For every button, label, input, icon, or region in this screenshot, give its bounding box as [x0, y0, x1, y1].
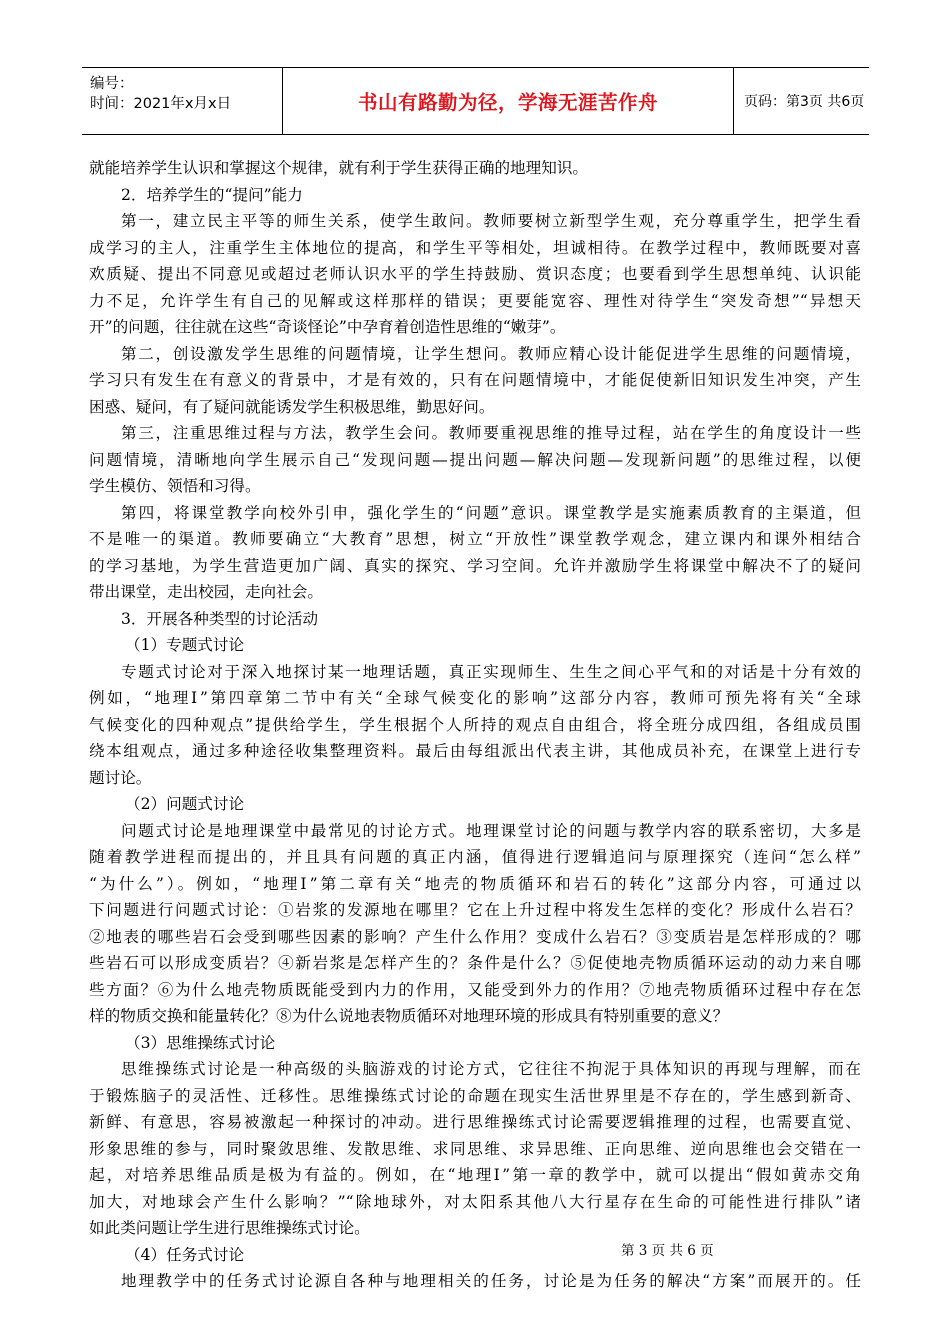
text-line: 下问题进行问题式讨论：①岩浆的发源地在哪里？它在上升过程中将发生怎样的变化？形成什么岩石？: [89, 901, 861, 919]
text-line: 如此类问题让学生进行思维操练式讨论。: [89, 1219, 370, 1237]
text-line: 问题式讨论是地理课堂中最常见的讨论方式。地理课堂讨论的问题与教学内容的联系密切，大多是: [121, 821, 861, 840]
text-line: 专题式讨论对于深入地探讨某一地理话题，真正实现师生、生生之间心平气和的对话是十分有效的: [121, 662, 861, 681]
text-line: ②地表的哪些岩石会受到哪些因素的影响？产生什么作用？变成什么岩石？③变质岩是怎样形成的？哪: [89, 927, 861, 946]
text-line: 2．培养学生的“提问”能力: [121, 185, 303, 204]
text-line: 第二，创设激发学生思维的问题情境，让学生想问。教师应精心设计能促进学生思维的问题情境，: [121, 344, 861, 363]
text-line: 问题情境，清晰地向学生展示自己“发现问题—提出问题—解决问题—发现新问题”的思维过程，以便: [89, 450, 861, 469]
text-line: 就能培养学生认识和掌握这个规律，就有利于学生获得正确的地理知识。: [89, 159, 589, 177]
page-header: [82, 67, 869, 135]
text-line: 欢质疑、提出不同意见或超过老师认识水平的学生持鼓励、赏识态度；也要看到学生思想单纯、认识能: [89, 265, 861, 283]
text-line: 第一，建立民主平等的师生关系，使学生敢问。教师要树立新型学生观，充分尊重学生，把学生看: [121, 212, 861, 230]
text-line: 3．开展各种类型的讨论活动: [121, 609, 319, 628]
header-page-number: 页码：第3页 共6页: [744, 94, 865, 110]
document-time-label: 时间：2021年x月x日: [90, 96, 232, 112]
header-motto-cell: [283, 68, 734, 134]
text-line: 的学习基地，为学生营造更加广阔、真实的探究、学习空间。允许并激励学生将课堂中解决不了的疑问: [89, 556, 861, 575]
text-line: （1）专题式讨论: [125, 636, 245, 654]
text-line: 例如，“地理Ⅰ”第四章第二节中有关“全球气候变化的影响”这部分内容，教师可预先将有关“全球: [89, 689, 861, 707]
text-line: 些岩石可以形成变质岩？④新岩浆是怎样产生的？条件是什么？⑤促使地壳物质循环运动的动力来自哪: [89, 954, 861, 972]
text-line: 样的物质交换和能量转化？⑧为什么说地表物质循环对地理环境的形成具有特别重要的意义？: [89, 1007, 729, 1025]
text-line: 带出课堂，走出校园，走向社会。: [89, 583, 323, 601]
text-line: 力不足，允许学生有自己的见解或这样那样的错误；更要能宽容、理性对待学生“突发奇想”“异想天: [89, 291, 861, 310]
text-line: 地理教学中的任务式讨论源自各种与地理相关的任务，讨论是为任务的解决“方案”而展开的。任: [121, 1272, 861, 1290]
header-page-cell: [734, 68, 869, 134]
text-line: 形象思维的参与，同时聚敛思维、发散思维、求同思维、求异思维、正向思维、逆向思维也会交错在一: [89, 1139, 861, 1158]
page-footer: 第 3 页 共 6 页: [621, 1243, 714, 1259]
text-line: （3）思维操练式讨论: [125, 1033, 276, 1052]
text-line: 随着教学进程而提出的，并且具有问题的真正内涵，值得进行逻辑追问与原理探究（连问“怎么样”: [89, 848, 861, 866]
text-line: 绕本组观点，通过多种途径收集整理资料。最后由每组派出代表主讲，其他成员补充，在课堂上进行专: [89, 742, 861, 760]
text-line: （2）问题式讨论: [125, 795, 245, 813]
document-body: [89, 155, 861, 1295]
text-line: 第三，注重思维过程与方法，教学生会问。教师要重视思维的推导过程，站在学生的角度设计一些: [121, 424, 861, 442]
text-line: 思维操练式讨论是一种高级的头脑游戏的讨论方式，它往往不拘泥于具体知识的再现与理解，而在: [121, 1060, 861, 1078]
document-number-label: 编号：: [90, 76, 134, 92]
text-line: 开”的问题，往往就在这些“奇谈怪论”中孕育着创造性思维的“嫩芽”。: [89, 318, 566, 336]
text-line: 于锻炼脑子的灵活性、迁移性。思维操练式讨论的命题在现实生活世界里是不存在的，学生感到新奇、: [89, 1086, 861, 1105]
text-line: 加大，对地球会产生什么影响？”“除地球外，对太阳系其他八大行星存在生命的可能性进行排队”诸: [89, 1192, 861, 1211]
text-line: （4）任务式讨论: [125, 1245, 245, 1264]
header-motto: 书山有路勤为径，学海无涯苦作舟: [357, 91, 658, 114]
text-line: 新鲜、有意思，容易被激起一种探讨的冲动。进行思维操练式讨论需要逻辑推理的过程，也需要直觉、: [89, 1113, 861, 1131]
text-line: 气候变化的四种观点”提供给学生，学生根据个人所持的观点自由组合，将全班分成四组，各组成员围: [89, 715, 861, 734]
text-line: “为什么”）。例如，“地理Ⅰ”第二章有关“地壳的物质循环和岩石的转化”这部分内容，可通过以: [89, 874, 861, 893]
header-meta-cell: [82, 68, 283, 134]
text-line: 学习只有发生在有意义的背景中，才是有效的，只有在问题情境中，才能促使新旧知识发生冲突，产生: [89, 371, 861, 389]
text-line: 起，对培养思维品质是极为有益的。例如，在“地理Ⅰ”第一章的教学中，就可以提出“假如黄赤交角: [89, 1166, 861, 1184]
text-line: 些方面？⑥为什么地壳物质既能受到内力的作用，又能受到外力的作用？⑦地壳物质循环过程中存在怎: [89, 980, 861, 999]
text-line: 学生模仿、领悟和习得。: [89, 477, 261, 495]
text-line: 困惑、疑问，有了疑问就能诱发学生积极思维，勤思好问。: [89, 397, 495, 416]
text-line: 题讨论。: [89, 768, 152, 787]
text-line: 不是唯一的渠道。教师要确立“大教育”思想，树立“开放性”课堂教学观念，建立课内和课外相结合: [89, 530, 861, 548]
text-line: 第四，将课堂教学向校外引申，强化学生的“问题”意识。课堂教学是实施素质教育的主渠道，但: [121, 503, 861, 522]
text-line: 成学习的主人，注重学生主体地位的提高，和学生平等相处，坦诚相待。在教学过程中，教师既要对喜: [89, 238, 861, 257]
